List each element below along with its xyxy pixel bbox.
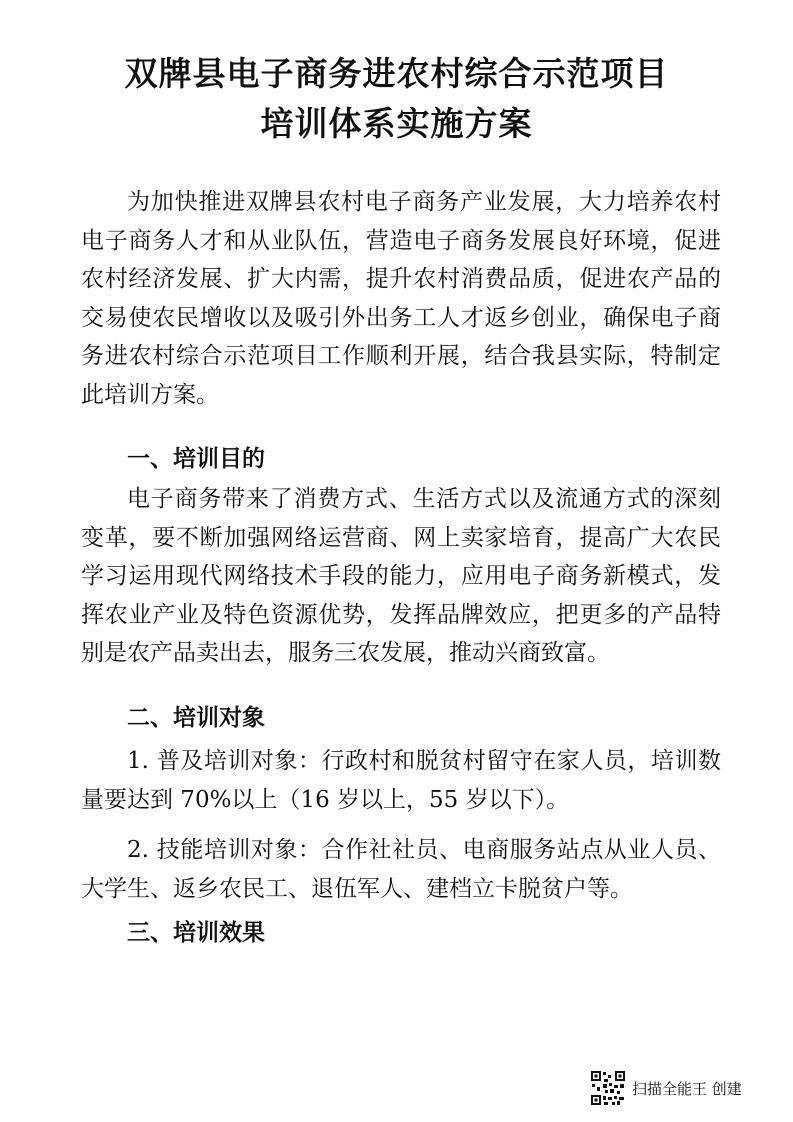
watermark-text: 扫描全能王 创建 [632,1079,742,1098]
document-title-line1: 双牌县电子商务进农村综合示范项目 [124,54,669,93]
target-item-general: 1. 普及培训对象：行政村和脱贫村留守在家人员，培训数量要达到 70%以上（16 岁以上，55 岁以下）。 [81,748,721,813]
target-item-skills: 2. 技能培训对象：合作社社员、电商服务站点从业人员、大学生、返乡农民工、退伍军人、建档立卡脱贫户等。 [81,837,721,902]
section-heading-targets: 二、培训对象 [127,705,265,731]
section-heading-effects: 三、培训效果 [127,920,265,946]
intro-paragraph: 为加快推进双牌县农村电子商务产业发展，大力培养农村电子商务人才和从业队伍，营造电子商务发展良好环境，促进农村经济发展、扩大内需，提升农村消费品质，促进农产品的交易使农民增收以及吸引外出务工人才返乡创业，确保电子商务进农村综合示范项目工作顺利开展，结合我县实际，特制定此培训方案。 [81,189,721,408]
document-title-line2: 培训体系实施方案 [260,104,533,143]
scanner-watermark [590,1068,742,1108]
section-paragraph-purpose: 电子商务带来了消费方式、生活方式以及流通方式的深刻变革，要不断加强网络运营商、网上卖家培育，提高广大农民学习运用现代网络技术手段的能力，应用电子商务新模式，发挥农业产业及特色资源优势，发挥品牌效应，把更多的产品特别是农产品卖出去，服务三农发展，推动兴商致富。 [81,486,721,667]
section-heading-purpose: 一、培训目的 [127,446,265,472]
qr-code-icon [590,1070,626,1106]
